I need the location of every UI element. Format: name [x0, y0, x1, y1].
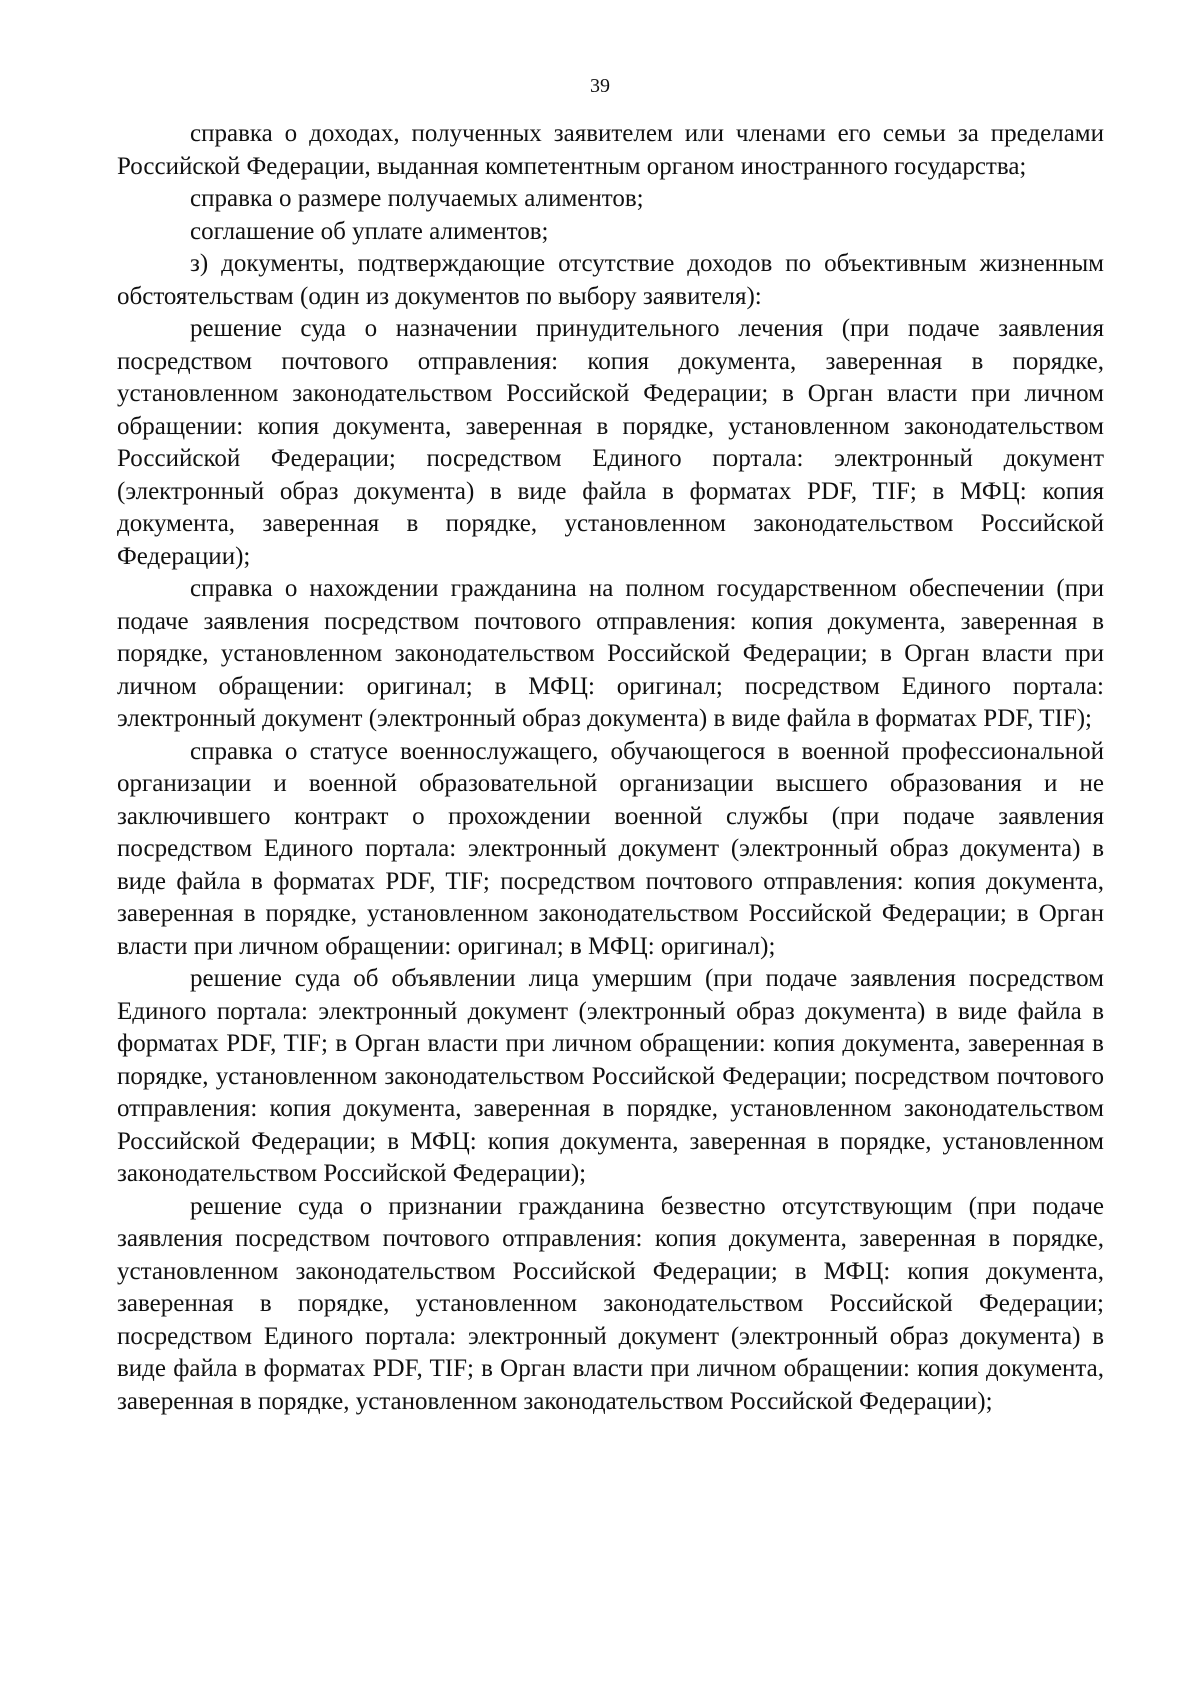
paragraph-foreign-income-certificate: справка о доходах, полученных заявителем или членами его семьи за пределами Российской Федерации, выданная компетентным органом иностранного государства; [117, 120, 1104, 180]
paragraph-alimony-amount-certificate: справка о размере получаемых алиментов; [190, 185, 644, 212]
document-body [117, 118, 1104, 1418]
paragraph-missing-person-decision: решение суда о признании гражданина безвестно отсутствующим (при подаче заявления посредством почтового отправления: копия документа, заверенная в порядке, установленном законодательством Российской Федерации; в МФЦ: копия документа, заверенная в порядке, установленном законодательством Российской Федерации; посредством Единого портала: электронный документ (электронный образ документа) в виде файла в форматах PDF, TIF; в Орган власти при личном обращении: копия документа, заверенная в порядке, установленном законодательством Российской Федерации); [117, 1192, 1104, 1415]
paragraph-compulsory-treatment-decision: решение суда о назначении принудительного лечения (при подаче заявления посредством почтового отправления: копия документа, заверенная в порядке, установленном законодательством Российской Федерации; в Орган власти при личном обращении: копия документа, заверенная в порядке, установленном законодательством Российской Федерации; посредством Единого портала: электронный документ (электронный образ документа) в виде файла в форматах PDF, TIF; в МФЦ: копия документа, заверенная в порядке, установленном законодательством Российской Федерации); [117, 315, 1104, 570]
paragraph-state-support-certificate: справка о нахождении гражданина на полном государственном обеспечении (при подаче заявления посредством почтового отправления: копия документа, заверенная в порядке, установленном законодательством Российской Федерации; в Орган власти при личном обращении: оригинал; в МФЦ: оригинал; посредством Единого портала: электронный документ (электронный образ документа) в виде файла в форматах PDF, TIF); [117, 575, 1104, 732]
page-number: 39 [590, 75, 610, 97]
paragraph-deceased-declaration-decision: решение суда об объявлении лица умершим (при подаче заявления посредством Единого портала: электронный документ (электронный образ документа) в виде файла в форматах PDF, TIF; в Орган власти при личном обращении: копия документа, заверенная в порядке, установленном законодательством Российской Федерации; посредством почтового отправления: копия документа, заверенная в порядке, установленном законодательством Российской Федерации; в МФЦ: копия документа, заверенная в порядке, установленном законодательством Российской Федерации); [117, 965, 1104, 1187]
paragraph-alimony-agreement: соглашение об уплате алиментов; [190, 217, 549, 245]
paragraph-no-income-documents: з) документы, подтверждающие отсутствие доходов по объективным жизненным обстоятельствам (один из документов по выбору заявителя): [117, 250, 1104, 310]
paragraph-military-student-certificate: справка о статусе военнослужащего, обучающегося в военной профессиональной организации и военной образовательной организации высшего образования и не заключившего контракт о прохождении военной службы (при подаче заявления посредством Единого портала: электронный документ (электронный образ документа) в виде файла в форматах PDF, TIF; посредством почтового отправления: копия документа, заверенная в порядке, установленном законодательством Российской Федерации; в Орган власти при личном обращении: оригинал; в МФЦ: оригинал); [117, 737, 1104, 960]
